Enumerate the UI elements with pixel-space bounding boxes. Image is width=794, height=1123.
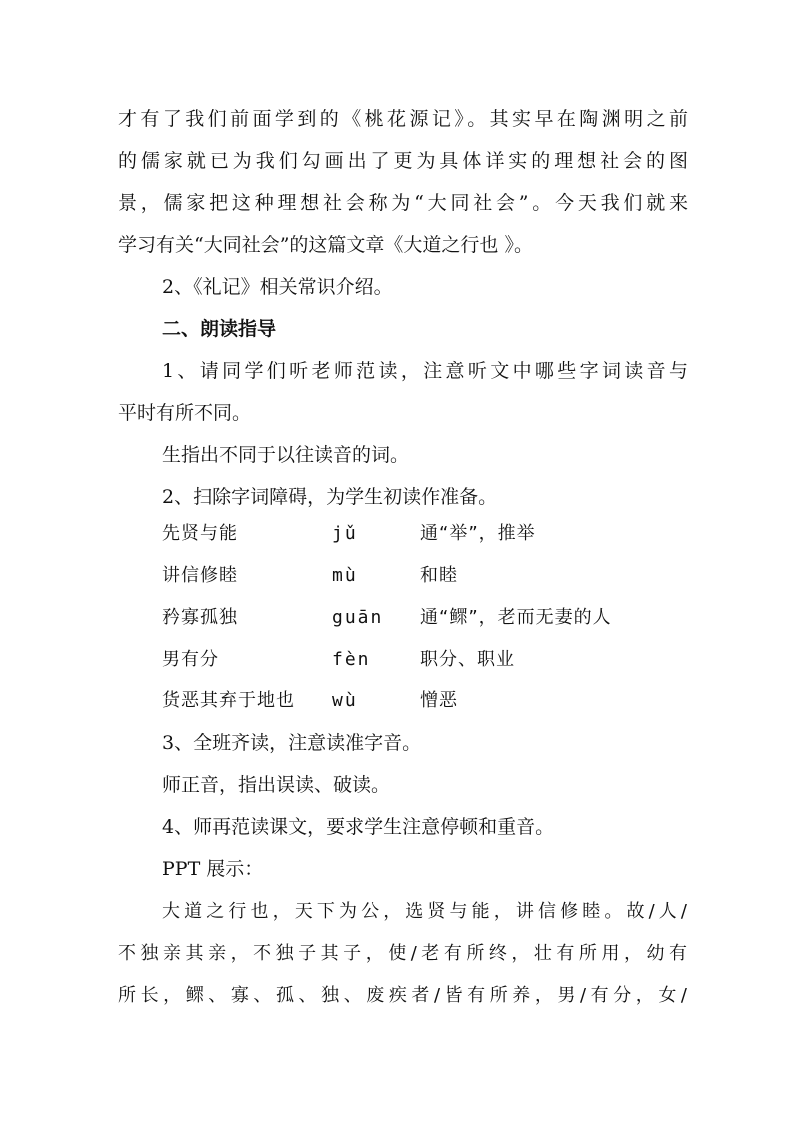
text-line-3: 所长，鳏、寡、孤、独、废疾者/皆有所养，男/有分，女/ — [118, 985, 688, 1006]
section-title: 二、朗读指导 — [162, 318, 277, 340]
vocab-pinyin: wù — [332, 690, 358, 711]
step1-student: 生指出不同于以往读音的词。 — [162, 444, 410, 466]
text-line-1: 大道之行也，天下为公，选贤与能，讲信修睦。故/人/ — [162, 901, 688, 922]
intro-line-4: 学习有关“大同社会”的这篇文章《大道之行也 》。 — [118, 234, 533, 256]
vocab-word: 货恶其弃于地也 — [162, 690, 295, 711]
intro-line-3: 景，儒家把这种理想社会称为“大同社会”。今天我们就来 — [118, 192, 688, 214]
vocab-row — [162, 689, 688, 715]
vocab-row — [162, 648, 688, 674]
vocab-pinyin: guān — [332, 607, 384, 628]
vocab-pinyin: fèn — [332, 649, 371, 670]
vocab-meaning: 职分、职业 — [420, 649, 515, 670]
vocab-row — [162, 564, 688, 590]
intro-line-1: 才有了我们前面学到的《桃花源记》。其实早在陶渊明之前 — [118, 108, 688, 130]
vocab-word: 讲信修睦 — [162, 565, 238, 586]
text-line-2: 不独亲其亲，不独子其子，使/老有所终，壮有所用，幼有 — [118, 943, 688, 964]
vocab-meaning: 通“举”，推举 — [420, 523, 536, 544]
vocab-pinyin: mù — [332, 565, 358, 586]
vocab-word: 男有分 — [162, 649, 219, 670]
step2: 2、扫除字词障碍，为学生初读作准备。 — [162, 486, 498, 508]
item-liji: 2、《礼记》相关常识介绍。 — [162, 276, 393, 298]
ppt-label: PPT 展示： — [162, 858, 264, 880]
step4: 4、师再范读课文，要求学生注意停顿和重音。 — [162, 816, 555, 838]
step1-line-2: 平时有所不同。 — [118, 402, 252, 424]
vocab-meaning: 通“鳏”，老而无妻的人 — [420, 607, 612, 628]
vocab-word: 先贤与能 — [162, 523, 238, 544]
step3-teacher: 师正音，指出误读、破读。 — [162, 774, 391, 796]
step1-line-1: 1、请同学们听老师范读，注意听文中哪些字词读音与 — [162, 360, 688, 382]
vocab-row — [162, 606, 688, 632]
intro-line-2: 的儒家就已为我们勾画出了更为具体详实的理想社会的图 — [118, 150, 688, 172]
vocab-pinyin: jǔ — [332, 523, 358, 544]
vocab-row — [162, 522, 688, 548]
step3: 3、全班齐读，注意读准字音。 — [162, 732, 422, 754]
vocab-meaning: 和睦 — [420, 565, 458, 586]
vocab-word: 矜寡孤独 — [162, 607, 238, 628]
vocab-meaning: 憎恶 — [420, 690, 458, 711]
